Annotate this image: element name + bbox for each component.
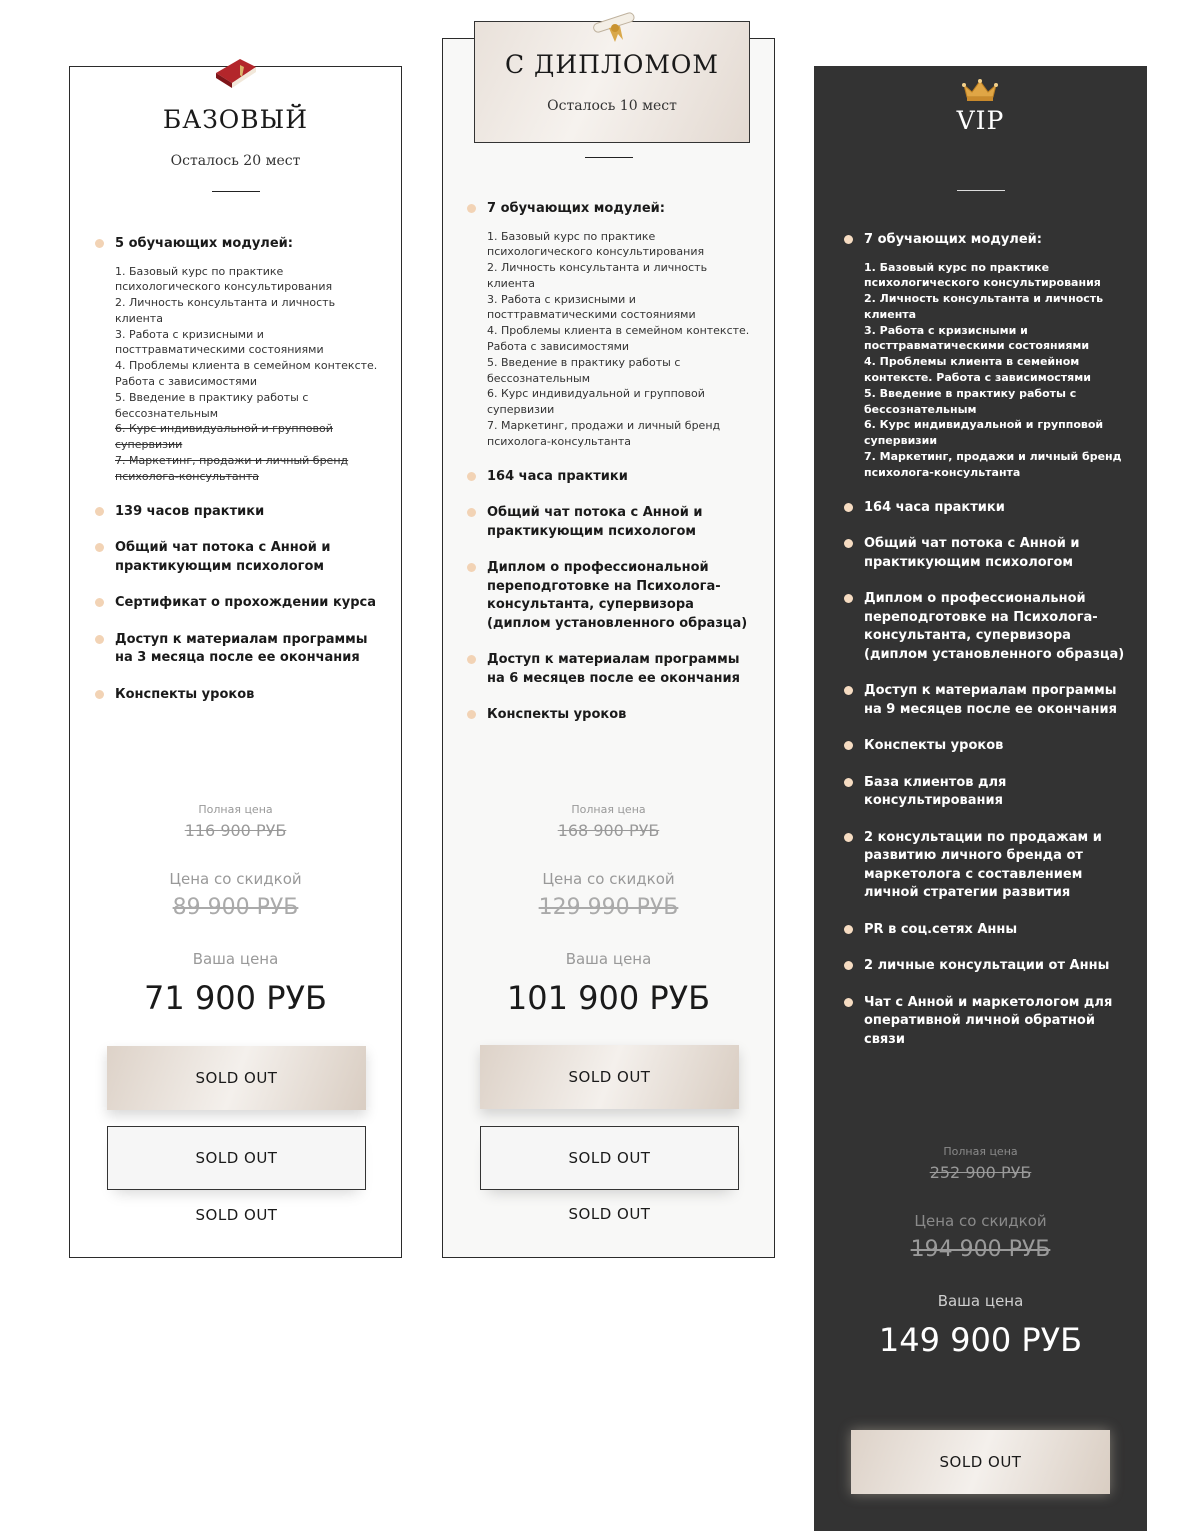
- module-item: 4. Проблемы клиента в семейном контексте. Работа с зависимостями: [487, 324, 750, 354]
- full-price: 116 900 РУБ: [184, 821, 287, 840]
- module-item: 2. Личность консультанта и личность клиента: [487, 261, 708, 290]
- plan-title: VIP: [956, 106, 1005, 135]
- discount-price-label: Цена со скидкой: [914, 1212, 1047, 1230]
- buy-button-secondary[interactable]: SOLD OUT: [107, 1126, 366, 1190]
- discount-price: 194 900 РУБ: [910, 1237, 1051, 1262]
- full-price-label: Полная цена: [571, 803, 646, 816]
- modules-heading: 7 обучающих модулей:: [487, 201, 665, 216]
- feature-item: Конспекты уроков: [467, 706, 756, 725]
- crown-icon: [961, 78, 999, 102]
- modules-heading: 7 обучающих модулей:: [864, 232, 1042, 247]
- your-price-label: Ваша цена: [937, 1292, 1024, 1310]
- buy-button-primary[interactable]: SOLD OUT: [107, 1046, 366, 1110]
- feature-item: Диплом о профессиональной переподготовке на Психолога-консультанта, супервизора (диплом установленного образца): [844, 590, 1133, 664]
- module-item: 3. Работа с кризисными и посттравматическими состояниями: [864, 323, 1090, 353]
- discount-price: 89 900 РУБ: [172, 895, 299, 920]
- feature-item: Доступ к материалам программы на 9 месяцев после ее окончания: [844, 682, 1133, 719]
- feature-item: Общий чат потока с Анной и практикующим психологом: [95, 539, 383, 576]
- feature-item: Общий чат потока с Анной и практикующим психологом: [467, 504, 756, 541]
- your-price-label: Ваша цена: [192, 950, 279, 968]
- module-item: 5. Введение в практику работы с бессознательным: [864, 386, 1077, 416]
- module-item: 2. Личность консультанта и личность клиента: [864, 292, 1104, 321]
- feature-item: Чат с Анной и маркетологом для оперативной личной обратной связи: [844, 994, 1133, 1050]
- feature-modules: [467, 200, 756, 450]
- modules-list: [864, 260, 1133, 481]
- module-item: 6. Курс индивидуальной и групповой супервизии: [864, 418, 1104, 448]
- plan-title: БАЗОВЫЙ: [162, 105, 309, 134]
- full-price-label: Полная цена: [198, 803, 273, 816]
- feature-item: Доступ к материалам программы на 3 месяца после ее окончания: [95, 631, 383, 668]
- feature-item: 2 личные консультации от Анны: [844, 957, 1133, 976]
- divider: [957, 190, 1005, 191]
- feature-item: Диплом о профессиональной переподготовке на Психолога-консультанта, супервизора (диплом установленного образца): [467, 559, 756, 633]
- feature-item: 164 часа практики: [467, 468, 756, 487]
- feature-modules: [95, 235, 383, 485]
- seats-left: Осталось 20 мест: [170, 153, 301, 169]
- feature-modules: [844, 231, 1133, 481]
- buy-button-primary[interactable]: SOLD OUT: [480, 1045, 739, 1109]
- full-price: 252 900 РУБ: [929, 1163, 1032, 1182]
- feature-item: 139 часов практики: [95, 503, 383, 522]
- module-item: 5. Введение в практику работы с бессознательным: [115, 390, 309, 420]
- feature-item: Конспекты уроков: [95, 686, 383, 705]
- modules-list: [115, 264, 383, 485]
- feature-item: 2 консультации по продажам и развитию личного бренда от маркетолога с составлением личной стратегии развития: [844, 829, 1133, 903]
- modules-heading: 5 обучающих модулей:: [115, 236, 293, 251]
- module-item: 4. Проблемы клиента в семейном контексте. Работа с зависимостями: [115, 359, 378, 389]
- buy-button-primary[interactable]: SOLD OUT: [851, 1430, 1110, 1494]
- diploma-scroll-icon: [587, 12, 643, 44]
- plan-title: С ДИПЛОМОМ: [504, 50, 720, 79]
- your-price: 149 900 РУБ: [878, 1321, 1083, 1359]
- module-item-unavailable: 7. Маркетинг, продажи и личный бренд психолога-консультанта: [115, 454, 349, 483]
- divider: [212, 191, 260, 192]
- module-item: 7. Маркетинг, продажи и личный бренд психолога-консультанта: [487, 419, 721, 448]
- module-item: 3. Работа с кризисными и посттравматическими состояниями: [115, 327, 324, 357]
- module-item: 1. Базовый курс по практике психологического консультирования: [115, 264, 333, 294]
- plan-header: [474, 21, 750, 143]
- module-item: 6. Курс индивидуальной и групповой супервизии: [487, 387, 705, 417]
- feature-item: Общий чат потока с Анной и практикующим психологом: [844, 535, 1133, 572]
- discount-price-label: Цена со скидкой: [169, 870, 302, 888]
- buy-link[interactable]: SOLD OUT: [568, 1205, 651, 1223]
- buy-link[interactable]: SOLD OUT: [195, 1206, 278, 1224]
- feature-item: Конспекты уроков: [844, 737, 1133, 756]
- module-item: 3. Работа с кризисными и посттравматическими состояниями: [487, 292, 696, 322]
- your-price: 101 900 РУБ: [506, 979, 711, 1017]
- your-price: 71 900 РУБ: [144, 979, 327, 1017]
- module-item: 5. Введение в практику работы с бессознательным: [487, 355, 681, 385]
- plan-card-diploma: [442, 38, 775, 1258]
- feature-list: [467, 200, 756, 743]
- divider: [585, 157, 633, 158]
- feature-item: Доступ к материалам программы на 6 месяцев после ее окончания: [467, 651, 756, 688]
- feature-list: [95, 235, 383, 722]
- full-price-label: Полная цена: [943, 1145, 1018, 1158]
- discount-price: 129 990 РУБ: [538, 895, 679, 920]
- feature-list: [844, 231, 1133, 1067]
- module-item: 2. Личность консультанта и личность клиента: [115, 296, 336, 325]
- full-price: 168 900 РУБ: [557, 821, 660, 840]
- buy-button-secondary[interactable]: SOLD OUT: [480, 1126, 739, 1190]
- plan-card-basic: [69, 66, 402, 1258]
- feature-item: PR в соц.сетях Анны: [844, 921, 1133, 940]
- feature-item: Сертификат о прохождении курса: [95, 594, 383, 613]
- modules-list: [487, 229, 756, 450]
- plan-card-vip: [814, 66, 1147, 1531]
- your-price-label: Ваша цена: [565, 950, 652, 968]
- module-item-unavailable: 6. Курс индивидуальной и групповой супервизии: [115, 422, 333, 452]
- book-icon: [210, 55, 260, 91]
- module-item: 1. Базовый курс по практике психологического консультирования: [864, 260, 1101, 290]
- feature-item: База клиентов для консультирования: [844, 774, 1133, 811]
- seats-left: Осталось 10 мест: [547, 98, 677, 114]
- discount-price-label: Цена со скидкой: [542, 870, 675, 888]
- module-item: 7. Маркетинг, продажи и личный бренд психолога-консультанта: [864, 450, 1122, 479]
- module-item: 4. Проблемы клиента в семейном контексте. Работа с зависимостями: [864, 355, 1091, 385]
- feature-item: 164 часа практики: [844, 499, 1133, 518]
- module-item: 1. Базовый курс по практике психологического консультирования: [487, 229, 705, 259]
